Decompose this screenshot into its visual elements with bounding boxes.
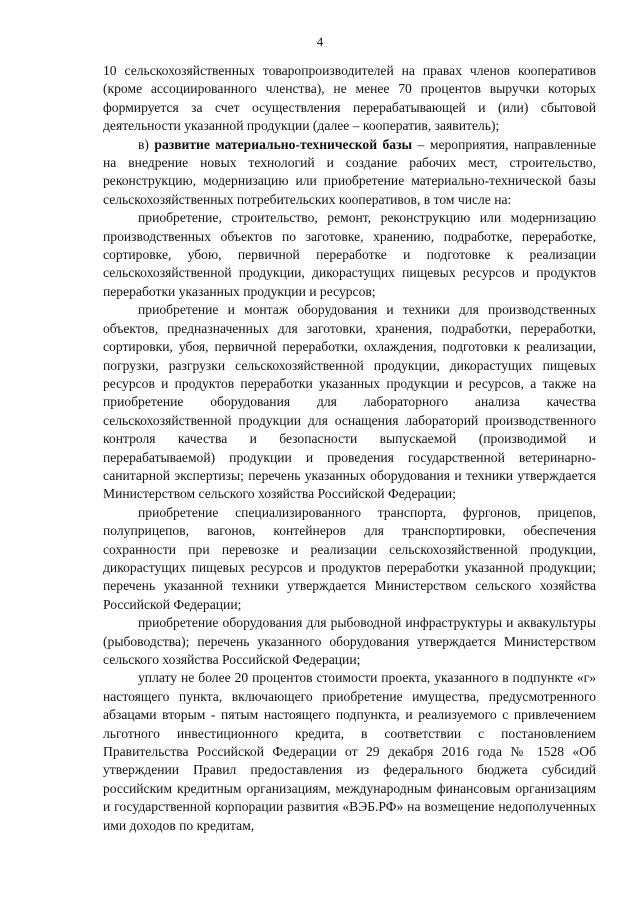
paragraph-text: приобретение, строительство, ремонт, реконструкцию или модернизацию производственных объектов по заготовке, хранению, подработке, переработке, сортировке, убою, первичной переработке и подготовке к реализации сельскохозяйственной продукции, дикорастущих пищевых ресурсов и продуктов переработки указанных продукции и ресурсов; bbox=[103, 210, 596, 299]
paragraph-text: – мероприятия, направленные на внедрение новых технологий и создание рабочих мест, строительство, реконструкцию, модернизацию или приобретение материально-технической базы сельскохозяйственных потребительских кооперативов, в том числе на: bbox=[103, 136, 596, 207]
paragraph-payment bbox=[103, 669, 596, 835]
paragraph-text: 10 сельскохозяйственных товаропроизводителей на правах членов кооперативов (кроме ассоциированного членства), не менее 70 процентов выручки которых формируется за счет осуществления перерабатывающей и (или) сбытовой деятельности указанной продукции (далее – кооператив, заявитель); bbox=[103, 63, 596, 134]
paragraph-aquaculture bbox=[103, 614, 596, 669]
paragraph-subitem-v bbox=[103, 136, 596, 210]
paragraph-text: приобретение оборудования для рыбоводной инфраструктуры и аквакультуры (рыбоводства); перечень указанного оборудования утверждается Министерством сельского хозяйства Российской Федерации; bbox=[103, 615, 596, 667]
paragraph-cooperative-definition bbox=[103, 62, 596, 136]
paragraph-transport bbox=[103, 504, 596, 614]
subitem-prefix: в) bbox=[138, 136, 155, 152]
paragraph-equipment bbox=[103, 301, 596, 503]
subitem-title: развитие материально-технической базы bbox=[154, 136, 413, 152]
page-number: 4 bbox=[316, 34, 324, 49]
paragraph-text: уплату не более 20 процентов стоимости проекта, указанного в подпункте «г» настоящего пункта, включающего приобретение имущества, предусмотренного абзацами вторым - пятым настоящего подпункта, и реализуемого с привлечением льготного инвестиционного кредита, в соответствии с постановлением Правительства Российской Федерации от 29 декабря 2016 года № 1528 «Об утверждении Правил предоставления из федерального бюджета субсидий российским кредитным организациям, международным финансовым организациям и государственной корпорации развития «ВЭБ.РФ» на возмещение недополученных ими доходов по кредитам, bbox=[103, 670, 596, 833]
document-body bbox=[103, 62, 596, 835]
paragraph-production-objects bbox=[103, 209, 596, 301]
paragraph-text: приобретение и монтаж оборудования и техники для производственных объектов, предназначенных для заготовки, хранения, подработки, переработки, сортировки, убоя, первичной переработки, охлаждения, подготовки к реализации, погрузки, разгрузки сельскохозяйственной продукции, дикорастущих пищевых ресурсов и продуктов переработки указанных продукции и ресурсов, а также на приобретение оборудования для лабораторного анализа качества сельскохозяйственной продукции для оснащения лабораторий производственного контроля качества и безопасности выпускаемой (производимой и перерабатываемой) продукции и проведения государственной ветеринарно-санитарной экспертизы; перечень указанных оборудования и техники утверждается Министерством сельского хозяйства Российской Федерации; bbox=[103, 302, 596, 502]
paragraph-text: приобретение специализированного транспорта, фургонов, прицепов, полуприцепов, вагонов, контейнеров для транспортировки, обеспечения сохранности при перевозке и реализации сельскохозяйственной продукции, дикорастущих пищевых ресурсов и продуктов переработки указанной продукции; перечень указанной техники утверждается Министерством сельского хозяйства Российской Федерации; bbox=[103, 504, 596, 612]
